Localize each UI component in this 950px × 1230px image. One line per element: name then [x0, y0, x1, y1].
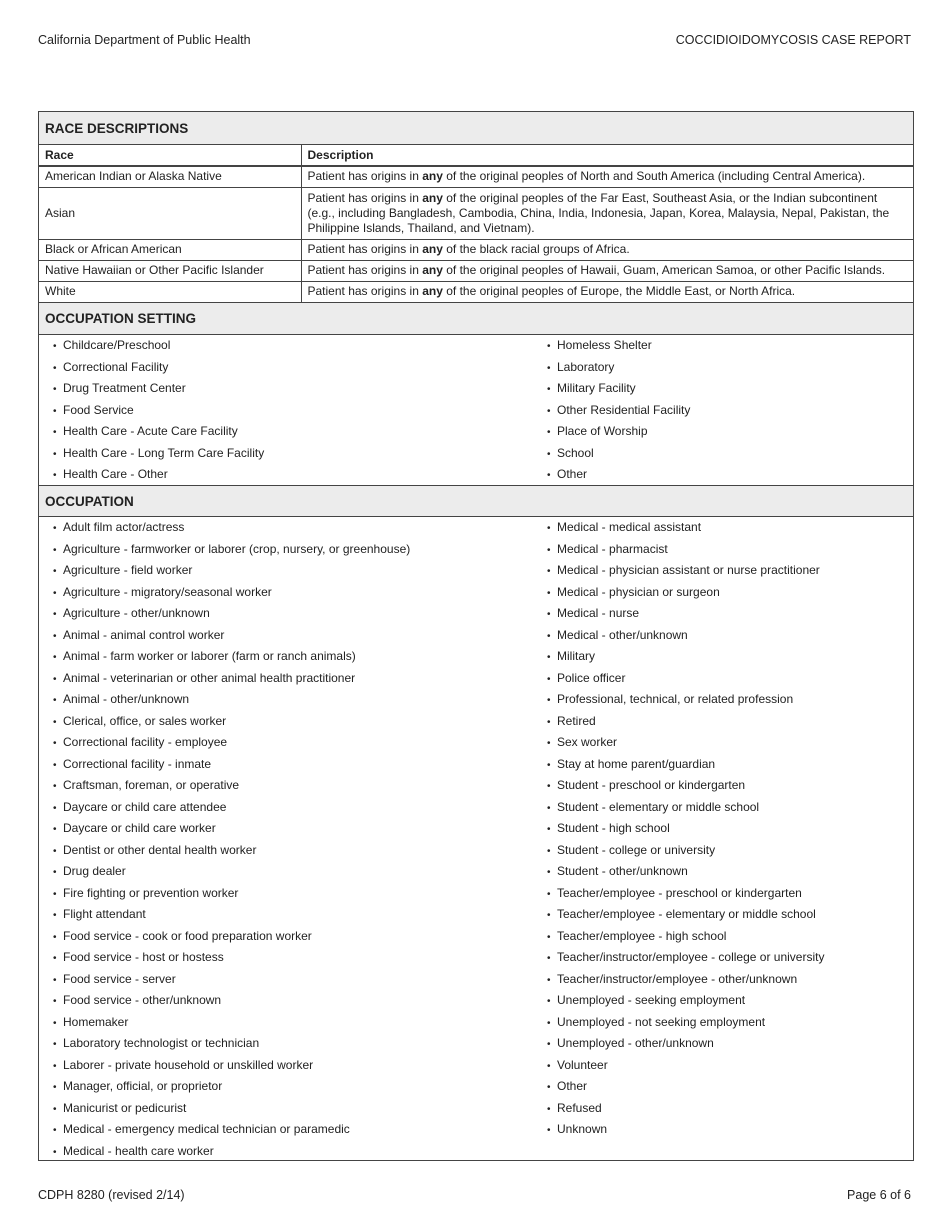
list-item — [53, 775, 533, 797]
bullet-icon: • — [547, 716, 551, 728]
list-item-label: Student - elementary or middle school — [557, 799, 760, 814]
list-item — [547, 754, 913, 776]
bullet-icon: • — [53, 1060, 57, 1072]
list-item — [547, 668, 913, 690]
bullet-icon: • — [53, 630, 57, 642]
bullet-icon: • — [547, 609, 551, 620]
bullet-icon: • — [547, 1103, 551, 1115]
list-item-label: Teacher/instructor/employee - college or university — [557, 950, 825, 964]
list-item — [547, 969, 913, 991]
list-item — [547, 904, 913, 926]
list-item — [53, 840, 533, 862]
list-item — [53, 1076, 533, 1098]
bullet-icon: • — [547, 566, 551, 577]
bullet-icon: • — [547, 1039, 551, 1050]
bullet-icon: • — [53, 974, 57, 986]
occupation-right-column — [533, 517, 913, 1160]
list-item-label: Food service - cook or food preparation worker — [63, 928, 312, 943]
list-item — [547, 1033, 913, 1055]
bullet-icon: • — [53, 341, 57, 352]
bullet-icon: • — [547, 867, 551, 878]
list-item — [53, 926, 533, 948]
list-item-label: Student - other/unknown — [557, 864, 688, 878]
bullet-icon: • — [53, 781, 57, 792]
bullet-icon: • — [53, 759, 57, 771]
list-item — [53, 797, 533, 819]
list-item — [547, 560, 913, 582]
list-item-label: Medical - pharmacist — [557, 541, 668, 556]
list-item — [547, 421, 913, 443]
list-item-label: Laboratory technologist or technician — [63, 1036, 260, 1050]
form-number: CDPH 8280 (revised 2/14) — [38, 1188, 185, 1202]
bullet-icon: • — [53, 695, 57, 706]
list-item-label: Health Care - Other — [63, 467, 168, 481]
bullet-icon: • — [547, 1082, 551, 1093]
list-item-label: Medical - physician assistant or nurse practitioner — [557, 563, 820, 577]
race-description: Patient has origins in any of the original peoples of Europe, the Middle East, or North Africa. — [301, 281, 913, 302]
bullet-icon: • — [547, 652, 551, 663]
race-name: American Indian or Alaska Native — [39, 166, 301, 187]
list-item-label: Medical - medical assistant — [557, 520, 702, 534]
list-item-label: Dentist or other dental health worker — [63, 842, 257, 857]
list-item-label: Student - preschool or kindergarten — [557, 778, 746, 792]
list-item — [53, 582, 533, 604]
race-column-header: Race — [39, 145, 301, 166]
bullet-icon: • — [53, 953, 57, 964]
list-item-label: Retired — [557, 713, 596, 728]
race-description: Patient has origins in any of the original peoples of North and South America (including Central America). — [307, 169, 866, 184]
list-item — [53, 990, 533, 1012]
list-item — [547, 582, 913, 604]
list-item — [547, 603, 913, 625]
bullet-icon: • — [547, 888, 551, 900]
occupation-left-column — [39, 517, 533, 1160]
list-item-label: Correctional facility - inmate — [63, 756, 212, 771]
list-item-label: Adult film actor/actress — [63, 520, 185, 534]
list-item-label: Military — [557, 649, 595, 663]
list-item-label: Unknown — [557, 1122, 608, 1136]
bullet-icon: • — [547, 427, 551, 438]
list-item-label: Manicurist or pedicurist — [63, 1100, 187, 1115]
bullet-icon: • — [53, 738, 57, 749]
table-row — [39, 166, 913, 187]
bullet-icon: • — [547, 1125, 551, 1136]
list-item — [53, 1141, 533, 1163]
bullet-icon: • — [53, 845, 57, 857]
bullet-icon: • — [53, 470, 57, 481]
list-item — [547, 378, 913, 400]
list-item-label: Food Service — [63, 402, 134, 417]
bullet-icon: • — [547, 405, 551, 417]
list-item-label: Fire fighting or prevention worker — [63, 885, 239, 900]
list-item — [53, 818, 533, 840]
list-item — [547, 775, 913, 797]
list-item-label: Medical - emergency medical technician or paramedic — [63, 1122, 350, 1136]
list-item — [53, 689, 533, 711]
race-description: Patient has origins in any of the original peoples of Hawaii, Guam, American Samoa, or other Pacific Islands. — [301, 260, 913, 281]
list-item-label: Medical - other/unknown — [557, 627, 688, 642]
list-item-label: Unemployed - not seeking employment — [557, 1014, 766, 1029]
header-agency: California Department of Public Health — [38, 33, 251, 47]
list-item-label: Laborer - private household or unskilled worker — [63, 1057, 314, 1072]
bullet-icon: • — [53, 652, 57, 663]
list-item — [53, 1033, 533, 1055]
list-item — [53, 1098, 533, 1120]
list-item-label: Teacher/employee - elementary or middle school — [557, 907, 816, 921]
list-item — [53, 400, 533, 422]
list-item-label: Health Care - Long Term Care Facility — [63, 445, 265, 460]
list-item-label: Animal - veterinarian or other animal health practitioner — [63, 670, 356, 685]
list-item-label: Animal - animal control worker — [63, 627, 225, 642]
list-item-label: Teacher/instructor/employee - other/unknown — [557, 971, 798, 986]
list-item-label: Agriculture - other/unknown — [63, 606, 210, 620]
bullet-icon: • — [547, 1060, 551, 1072]
bullet-icon: • — [547, 781, 551, 792]
list-item-label: Other Residential Facility — [557, 402, 691, 417]
bullet-icon: • — [53, 910, 57, 921]
reference-tables — [38, 111, 914, 1161]
list-item — [53, 464, 533, 486]
list-item-label: Agriculture - field worker — [63, 563, 193, 577]
table-row — [39, 187, 913, 239]
occupation-setting-left-column — [39, 335, 533, 485]
table-row — [39, 260, 913, 281]
list-item — [53, 421, 533, 443]
list-item-label: Health Care - Acute Care Facility — [63, 424, 238, 438]
bullet-icon: • — [53, 1125, 57, 1136]
page-header — [38, 33, 911, 49]
list-item-label: Military Facility — [557, 381, 636, 395]
list-item — [547, 443, 913, 465]
list-item — [53, 357, 533, 379]
bullet-icon: • — [53, 1146, 57, 1158]
bullet-icon: • — [547, 910, 551, 921]
bullet-icon: • — [53, 824, 57, 835]
list-item-label: Manager, official, or proprietor — [63, 1079, 223, 1093]
list-item-label: Professional, technical, or related profession — [557, 692, 794, 706]
page-number: Page 6 of 6 — [847, 1188, 911, 1202]
bullet-icon: • — [547, 448, 551, 460]
list-item — [547, 1055, 913, 1077]
list-item-label: Medical - health care worker — [63, 1143, 214, 1158]
race-section-title: RACE DESCRIPTIONS — [39, 112, 913, 145]
list-item — [53, 625, 533, 647]
bullet-icon: • — [53, 996, 57, 1007]
list-item-label: Daycare or child care worker — [63, 821, 216, 835]
bullet-icon: • — [547, 931, 551, 943]
bullet-icon: • — [547, 362, 551, 374]
bullet-icon: • — [53, 609, 57, 620]
list-item — [53, 1055, 533, 1077]
list-item — [547, 861, 913, 883]
list-item-label: Homemaker — [63, 1014, 129, 1029]
list-item-label: Unemployed - other/unknown — [557, 1036, 714, 1050]
bullet-icon: • — [547, 630, 551, 642]
list-item — [53, 861, 533, 883]
race-name: Native Hawaiian or Other Pacific Islander — [39, 260, 301, 281]
list-item — [53, 1012, 533, 1034]
list-item — [53, 603, 533, 625]
bullet-icon: • — [53, 384, 57, 395]
list-item-label: Drug dealer — [63, 864, 126, 878]
bullet-icon: • — [53, 587, 57, 599]
list-item — [53, 443, 533, 465]
list-item — [547, 947, 913, 969]
bullet-icon: • — [547, 384, 551, 395]
list-item-label: Student - high school — [557, 821, 670, 835]
bullet-icon: • — [53, 523, 57, 534]
list-item-label: Flight attendant — [63, 907, 146, 921]
bullet-icon: • — [53, 931, 57, 943]
list-item — [53, 560, 533, 582]
bullet-icon: • — [547, 845, 551, 857]
bullet-icon: • — [547, 470, 551, 481]
table-row — [39, 281, 913, 302]
list-item — [547, 357, 913, 379]
occupation-list — [39, 517, 913, 1160]
list-item-label: Drug Treatment Center — [63, 381, 186, 395]
list-item — [53, 668, 533, 690]
page-footer — [38, 1188, 911, 1202]
list-item-label: Correctional Facility — [63, 359, 169, 374]
list-item — [53, 1119, 533, 1141]
list-item — [547, 646, 913, 668]
list-item-label: Laboratory — [557, 359, 615, 374]
bullet-icon: • — [547, 544, 551, 556]
bullet-icon: • — [53, 716, 57, 728]
list-item — [547, 1098, 913, 1120]
list-item-label: Craftsman, foreman, or operative — [63, 778, 240, 792]
bullet-icon: • — [53, 544, 57, 556]
list-item-label: School — [557, 445, 594, 460]
list-item — [53, 539, 533, 561]
bullet-icon: • — [53, 802, 57, 814]
occupation-setting-title: OCCUPATION SETTING — [39, 302, 913, 335]
list-item-label: Place of Worship — [557, 424, 648, 438]
occupation-setting-right-column — [533, 335, 913, 485]
list-item — [53, 335, 533, 357]
race-name: Black or African American — [39, 239, 301, 260]
list-item — [547, 840, 913, 862]
occupation-title: OCCUPATION — [39, 485, 913, 517]
race-description: Patient has origins in any of the black racial groups of Africa. — [301, 239, 913, 260]
list-item — [53, 754, 533, 776]
list-item — [547, 818, 913, 840]
list-item — [547, 517, 913, 539]
list-item-label: Agriculture - migratory/seasonal worker — [63, 584, 272, 599]
bullet-icon: • — [53, 405, 57, 417]
bullet-icon: • — [547, 824, 551, 835]
list-item — [547, 711, 913, 733]
bullet-icon: • — [547, 695, 551, 706]
list-item — [547, 926, 913, 948]
bullet-icon: • — [547, 673, 551, 685]
list-item-label: Other — [557, 1079, 588, 1093]
bullet-icon: • — [547, 1017, 551, 1029]
list-item — [53, 904, 533, 926]
list-item — [547, 732, 913, 754]
list-item — [53, 883, 533, 905]
bullet-icon: • — [53, 1082, 57, 1093]
list-item-label: Childcare/Preschool — [63, 338, 171, 352]
bullet-icon: • — [547, 759, 551, 771]
description-column-header: Description — [301, 145, 913, 166]
bullet-icon: • — [53, 1039, 57, 1050]
list-item — [53, 378, 533, 400]
list-item — [547, 400, 913, 422]
list-item — [547, 464, 913, 486]
list-item-label: Correctional facility - employee — [63, 735, 228, 749]
list-item — [547, 689, 913, 711]
bullet-icon: • — [547, 802, 551, 814]
bullet-icon: • — [53, 1017, 57, 1029]
bullet-icon: • — [53, 673, 57, 685]
list-item-label: Medical - physician or surgeon — [557, 584, 720, 599]
list-item-label: Volunteer — [557, 1057, 608, 1072]
list-item-label: Stay at home parent/guardian — [557, 756, 716, 771]
bullet-icon: • — [53, 448, 57, 460]
list-item-label: Clerical, office, or sales worker — [63, 713, 227, 728]
header-form-title: COCCIDIOIDOMYCOSIS CASE REPORT — [675, 33, 911, 47]
list-item-label: Daycare or child care attendee — [63, 799, 227, 814]
list-item-label: Sex worker — [557, 735, 618, 749]
bullet-icon: • — [547, 996, 551, 1007]
list-item — [53, 646, 533, 668]
race-table — [39, 145, 913, 302]
list-item — [547, 990, 913, 1012]
list-item — [53, 711, 533, 733]
list-item — [547, 335, 913, 357]
list-item-label: Police officer — [557, 670, 626, 685]
list-item — [53, 947, 533, 969]
list-item-label: Animal - farm worker or laborer (farm or ranch animals) — [63, 649, 356, 663]
list-item-label: Food service - host or hostess — [63, 950, 224, 964]
list-item-label: Teacher/employee - preschool or kindergarten — [557, 885, 802, 900]
list-item — [547, 1012, 913, 1034]
bullet-icon: • — [53, 867, 57, 878]
list-item — [547, 797, 913, 819]
bullet-icon: • — [53, 362, 57, 374]
list-item-label: Homeless Shelter — [557, 338, 652, 352]
bullet-icon: • — [547, 953, 551, 964]
list-item-label: Animal - other/unknown — [63, 692, 190, 706]
list-item — [53, 969, 533, 991]
list-item — [53, 732, 533, 754]
race-description: Patient has origins in any of the original peoples of the Far East, Southeast Asia, or the Indian subcontinent (e.g., including Bangladesh, Cambodia, China, India, Indonesia, Japan, Korea, Malaysia, Nepal, Pakistan, the Philippine Islands, Thailand, and Vietnam). — [301, 187, 913, 239]
bullet-icon: • — [53, 1103, 57, 1115]
bullet-icon: • — [53, 427, 57, 438]
list-item-label: Other — [557, 467, 588, 481]
list-item — [547, 539, 913, 561]
list-item — [53, 517, 533, 539]
list-item-label: Food service - server — [63, 971, 176, 986]
bullet-icon: • — [547, 341, 551, 352]
list-item-label: Teacher/employee - high school — [557, 928, 727, 943]
bullet-icon: • — [547, 523, 551, 534]
list-item-label: Food service - other/unknown — [63, 993, 222, 1007]
list-item — [547, 625, 913, 647]
race-name: Asian — [39, 187, 301, 239]
table-row — [39, 239, 913, 260]
list-item — [547, 1076, 913, 1098]
bullet-icon: • — [53, 566, 57, 577]
list-item-label: Student - college or university — [557, 842, 716, 857]
occupation-setting-list — [39, 335, 913, 485]
bullet-icon: • — [547, 587, 551, 599]
list-item-label: Medical - nurse — [557, 606, 640, 620]
bullet-icon: • — [547, 974, 551, 986]
list-item — [547, 1119, 913, 1141]
list-item — [547, 883, 913, 905]
race-name: White — [39, 281, 301, 302]
list-item-label: Unemployed - seeking employment — [557, 993, 746, 1007]
bullet-icon: • — [547, 738, 551, 749]
list-item-label: Agriculture - farmworker or laborer (crop, nursery, or greenhouse) — [63, 541, 411, 556]
bullet-icon: • — [53, 888, 57, 900]
list-item-label: Refused — [557, 1100, 602, 1115]
